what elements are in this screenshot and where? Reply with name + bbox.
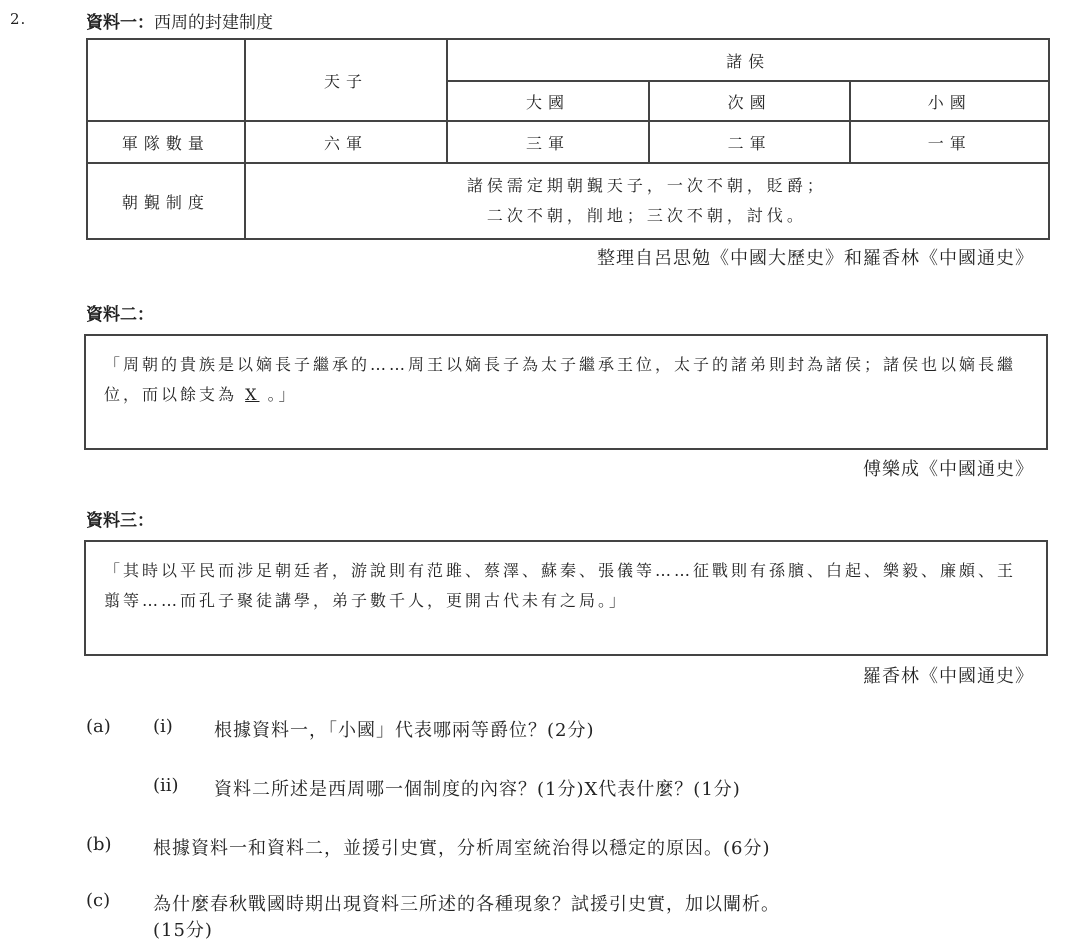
- source2-label: 資料二：: [86, 305, 154, 325]
- question-number: 2.: [10, 10, 27, 28]
- court-rules-cell: [245, 163, 1049, 239]
- source3-quote-text: 「其時以平民而涉足朝廷者，游說則有范雎、蔡澤、蘇秦、張儀等……征戰則有孫臏、白起、樂毅、廉頗、王翦等……而孔子聚徒講學，弟子數千人，更開古代未有之局。」: [104, 561, 1017, 610]
- header-small-state: 小國: [850, 81, 1049, 121]
- source3-credit: 羅香林《中國通史》: [863, 666, 1034, 687]
- source1-heading: [86, 8, 273, 33]
- question-a-label: (a): [86, 716, 111, 737]
- question-a-ii-label: (ii): [153, 775, 179, 796]
- table-corner-cell: [87, 39, 245, 121]
- header-tianzi: 天子: [245, 39, 448, 121]
- question-a-i-label: (i): [153, 716, 173, 737]
- source2-quote-box: [84, 334, 1048, 450]
- question-a-ii-text: 資料二所述是西周哪一個制度的內容？(1分)X代表什麼？(1分): [214, 779, 741, 800]
- question-b-label: (b): [86, 834, 112, 855]
- army-tianzi: 六軍: [245, 121, 448, 163]
- question-c-label: (c): [86, 890, 111, 911]
- army-small-state: 一軍: [850, 121, 1049, 163]
- source2-credit: 傅樂成《中國通史》: [863, 459, 1034, 480]
- header-second-state: 次國: [649, 81, 851, 121]
- feudal-system-table: [86, 38, 1050, 240]
- source1-title: 西周的封建制度: [154, 13, 273, 33]
- court-rule-line1: 諸侯需定期朝覲天子，一次不朝，貶爵；: [466, 176, 827, 195]
- source3-quote-box: [84, 540, 1048, 656]
- source1-label: 資料一: [86, 13, 137, 33]
- header-large-state: 大國: [447, 81, 649, 121]
- source2-quote-text: 「周朝的貴族是以嫡長子繼承的……周王以嫡長子為太子繼承王位，太子的諸弟則封為諸侯；諸侯也以嫡長繼位，而以餘支為: [104, 355, 1017, 404]
- source1-colon: ：: [137, 13, 154, 33]
- question-c-text-line1: 為什麼春秋戰國時期出現資料三所述的各種現象？試援引史實，加以闡析。: [153, 894, 780, 915]
- army-large-state: 三軍: [447, 121, 649, 163]
- army-second-state: 二軍: [649, 121, 851, 163]
- question-a-i-text: 根據資料一，「小國」代表哪兩等爵位？(2分): [214, 720, 595, 741]
- source1-credit: 整理自呂思勉《中國大歷史》和羅香林《中國通史》: [597, 248, 1034, 269]
- source3-label: 資料三：: [86, 511, 154, 531]
- row-label-court: 朝覲制度: [87, 163, 245, 239]
- row-label-army: 軍隊數量: [87, 121, 245, 163]
- header-zhuhou: 諸侯: [447, 39, 1049, 81]
- court-rule-line2: 二次不朝，削地；三次不朝，討伐。: [486, 206, 807, 225]
- question-b-text: 根據資料一和資料二，並援引史實，分析周室統治得以穩定的原因。(6分): [153, 838, 771, 859]
- source2-blank-x: X: [245, 385, 260, 404]
- source2-quote-end: 。」: [267, 385, 298, 404]
- question-c-text-line2: (15分): [153, 920, 213, 941]
